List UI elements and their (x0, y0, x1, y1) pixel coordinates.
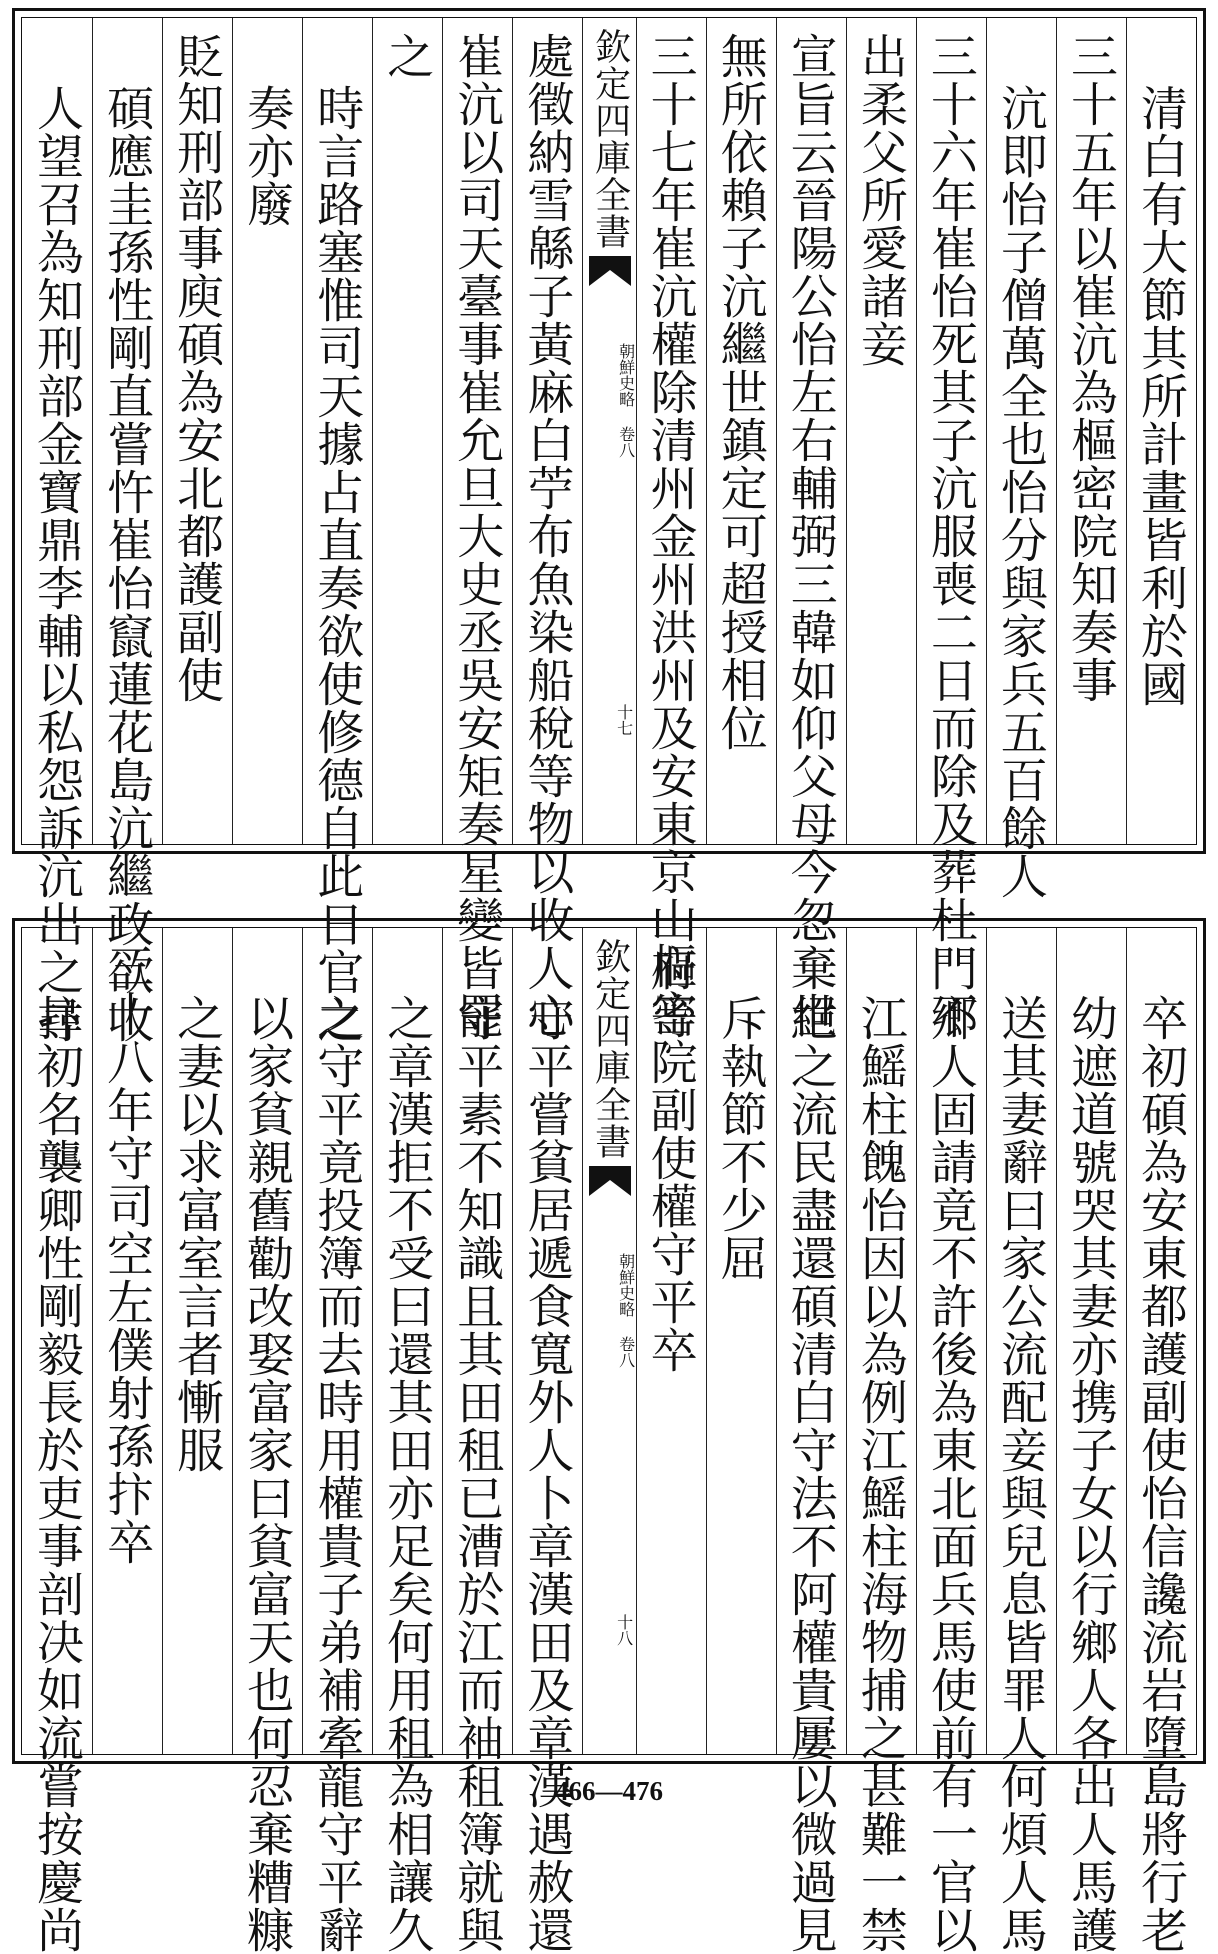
column-text: 崔沆以司天臺事崔允旦大史丞吳安矩奏星變皆罷 (449, 32, 505, 1040)
text-column (846, 18, 916, 844)
text-column (776, 18, 846, 1040)
column-text: 清白有大節其所計畫皆利於國 (1133, 84, 1188, 708)
column-text: 鄉人固請竟不許後為東北面兵馬使前有一官以 (922, 994, 978, 1954)
book-series-title: 欽定四庫全書 (589, 938, 631, 1160)
column-text: 斥執節不少屈 (712, 994, 768, 1282)
column-text: 出柔父所愛諸妾 (852, 32, 908, 368)
text-column (22, 928, 92, 1954)
column-text: 三十五年以崔沆為樞密院知奏事 (1062, 32, 1118, 704)
column-text: 幼遮道號哭其妻亦携子女以行鄉人各出人馬護 (1062, 994, 1118, 1954)
text-column (92, 928, 162, 1754)
text-column (512, 18, 582, 1040)
column-text: 之守平竟投簿而去時用權貴子弟補牽龍守平辭 (309, 994, 365, 1954)
book-series-title: 欽定四庫全書 (589, 28, 631, 250)
fish-tail-mark-icon (589, 256, 631, 286)
page-1 (12, 8, 1206, 1044)
column-text: 時言路塞惟司天據占直奏欲使修德自此日官之 (309, 84, 365, 1044)
column-text: 之章漢拒不受曰還其田亦足矣何用租為相讓久 (379, 994, 435, 1954)
column-text: 之妻以求富室言者慚服 (169, 994, 225, 1474)
text-column (706, 18, 776, 844)
column-text: 宣旨云晉陽公怡左右輔弼三韓如仰父母今忽棄世 (782, 32, 838, 1040)
column-text: 江鰩柱餽怡因以為例江鰩柱海物捕之甚難一禁 (852, 994, 908, 1954)
text-column (916, 18, 986, 1040)
text-column (776, 928, 846, 1954)
column-text: 人望召為知刑部金寶鼎李輔以私怨訴沆出之尋 (29, 84, 85, 1044)
text-column (986, 928, 1056, 1954)
book-name: 朝鮮史略 卷八 (616, 343, 636, 458)
text-column (986, 18, 1056, 900)
text-column (1056, 928, 1126, 1954)
text-column (916, 928, 986, 1954)
column-text: 送其妻辭曰家公流配妾與兒息皆罪人何煩人馬 (992, 994, 1048, 1954)
text-column (92, 18, 162, 1044)
column-text: 守平素不知識且其田租已漕於江而袖租簿就與 (449, 994, 505, 1954)
text-column (22, 18, 92, 1044)
text-column (162, 18, 232, 844)
text-column (302, 928, 372, 1954)
column-text: 三十七年崔沆權除清州金州洪州及安東京山府等 (642, 32, 698, 1040)
column-text: 三十六年崔怡死其子沆服喪二日而除及葬杜門不 (922, 32, 978, 1040)
column-text: 貶知刑部事庾碩為安北都護副使 (169, 32, 225, 704)
text-column (372, 928, 442, 1954)
column-text: 之 (379, 32, 435, 80)
column-text: 沆即怡子僧萬全也怡分與家兵五百餘人 (992, 84, 1048, 900)
center-fold (582, 928, 635, 1754)
text-column (232, 18, 302, 844)
text-column (846, 928, 916, 1954)
text-column (162, 928, 232, 1754)
column-text: 以家貧親舊勸改娶富家曰貧富天也何忍棄糟糠 (239, 994, 295, 1954)
text-column (636, 18, 706, 1040)
text-column (302, 18, 372, 1044)
text-column (1126, 928, 1196, 1954)
page-number: 十八 (614, 1614, 634, 1646)
text-column (232, 928, 302, 1954)
center-fold (582, 18, 635, 844)
column-text: 處徵納雪緜子黃麻白苧布魚染船稅等物以收人心 (519, 32, 575, 1040)
column-text: 守平嘗貧居遞食寬外人卜章漢田及章漢遇赦還 (519, 994, 575, 1954)
column-text: 絕之流民盡還碩清白守法不阿權貴屢以微過見 (782, 994, 838, 1954)
catalog-page-range: 466—476 (555, 1776, 663, 1806)
text-column (512, 928, 582, 1954)
text-column (372, 18, 442, 844)
page-number: 十七 (614, 704, 634, 736)
text-column (1126, 18, 1196, 844)
column-text: 奏亦廢 (239, 84, 295, 228)
text-column (636, 928, 706, 1754)
text-column (442, 928, 512, 1954)
book-name: 朝鮮史略 卷八 (616, 1253, 636, 1368)
column-text: 無所依賴子沆繼世鎮定可超授相位 (712, 32, 768, 752)
text-column (706, 928, 776, 1754)
text-column (1056, 18, 1126, 844)
column-text: 三十八年守司空左僕射孫抃卒 (99, 942, 155, 1566)
column-text: 卒初碩為安東都護副使怡信讒流岩墮島將行老 (1133, 994, 1188, 1954)
text-column (442, 18, 512, 1040)
column-text: 樞密院副使權守平卒 (642, 942, 698, 1374)
column-text: 碩應圭孫性剛直嘗忤崔怡竄蓮花島沆繼政欲收 (99, 84, 155, 1044)
column-text: 抃初名襲卿性剛毅長於吏事剖决如流嘗按慶尚 (29, 994, 85, 1954)
fish-tail-mark-icon (589, 1166, 631, 1196)
